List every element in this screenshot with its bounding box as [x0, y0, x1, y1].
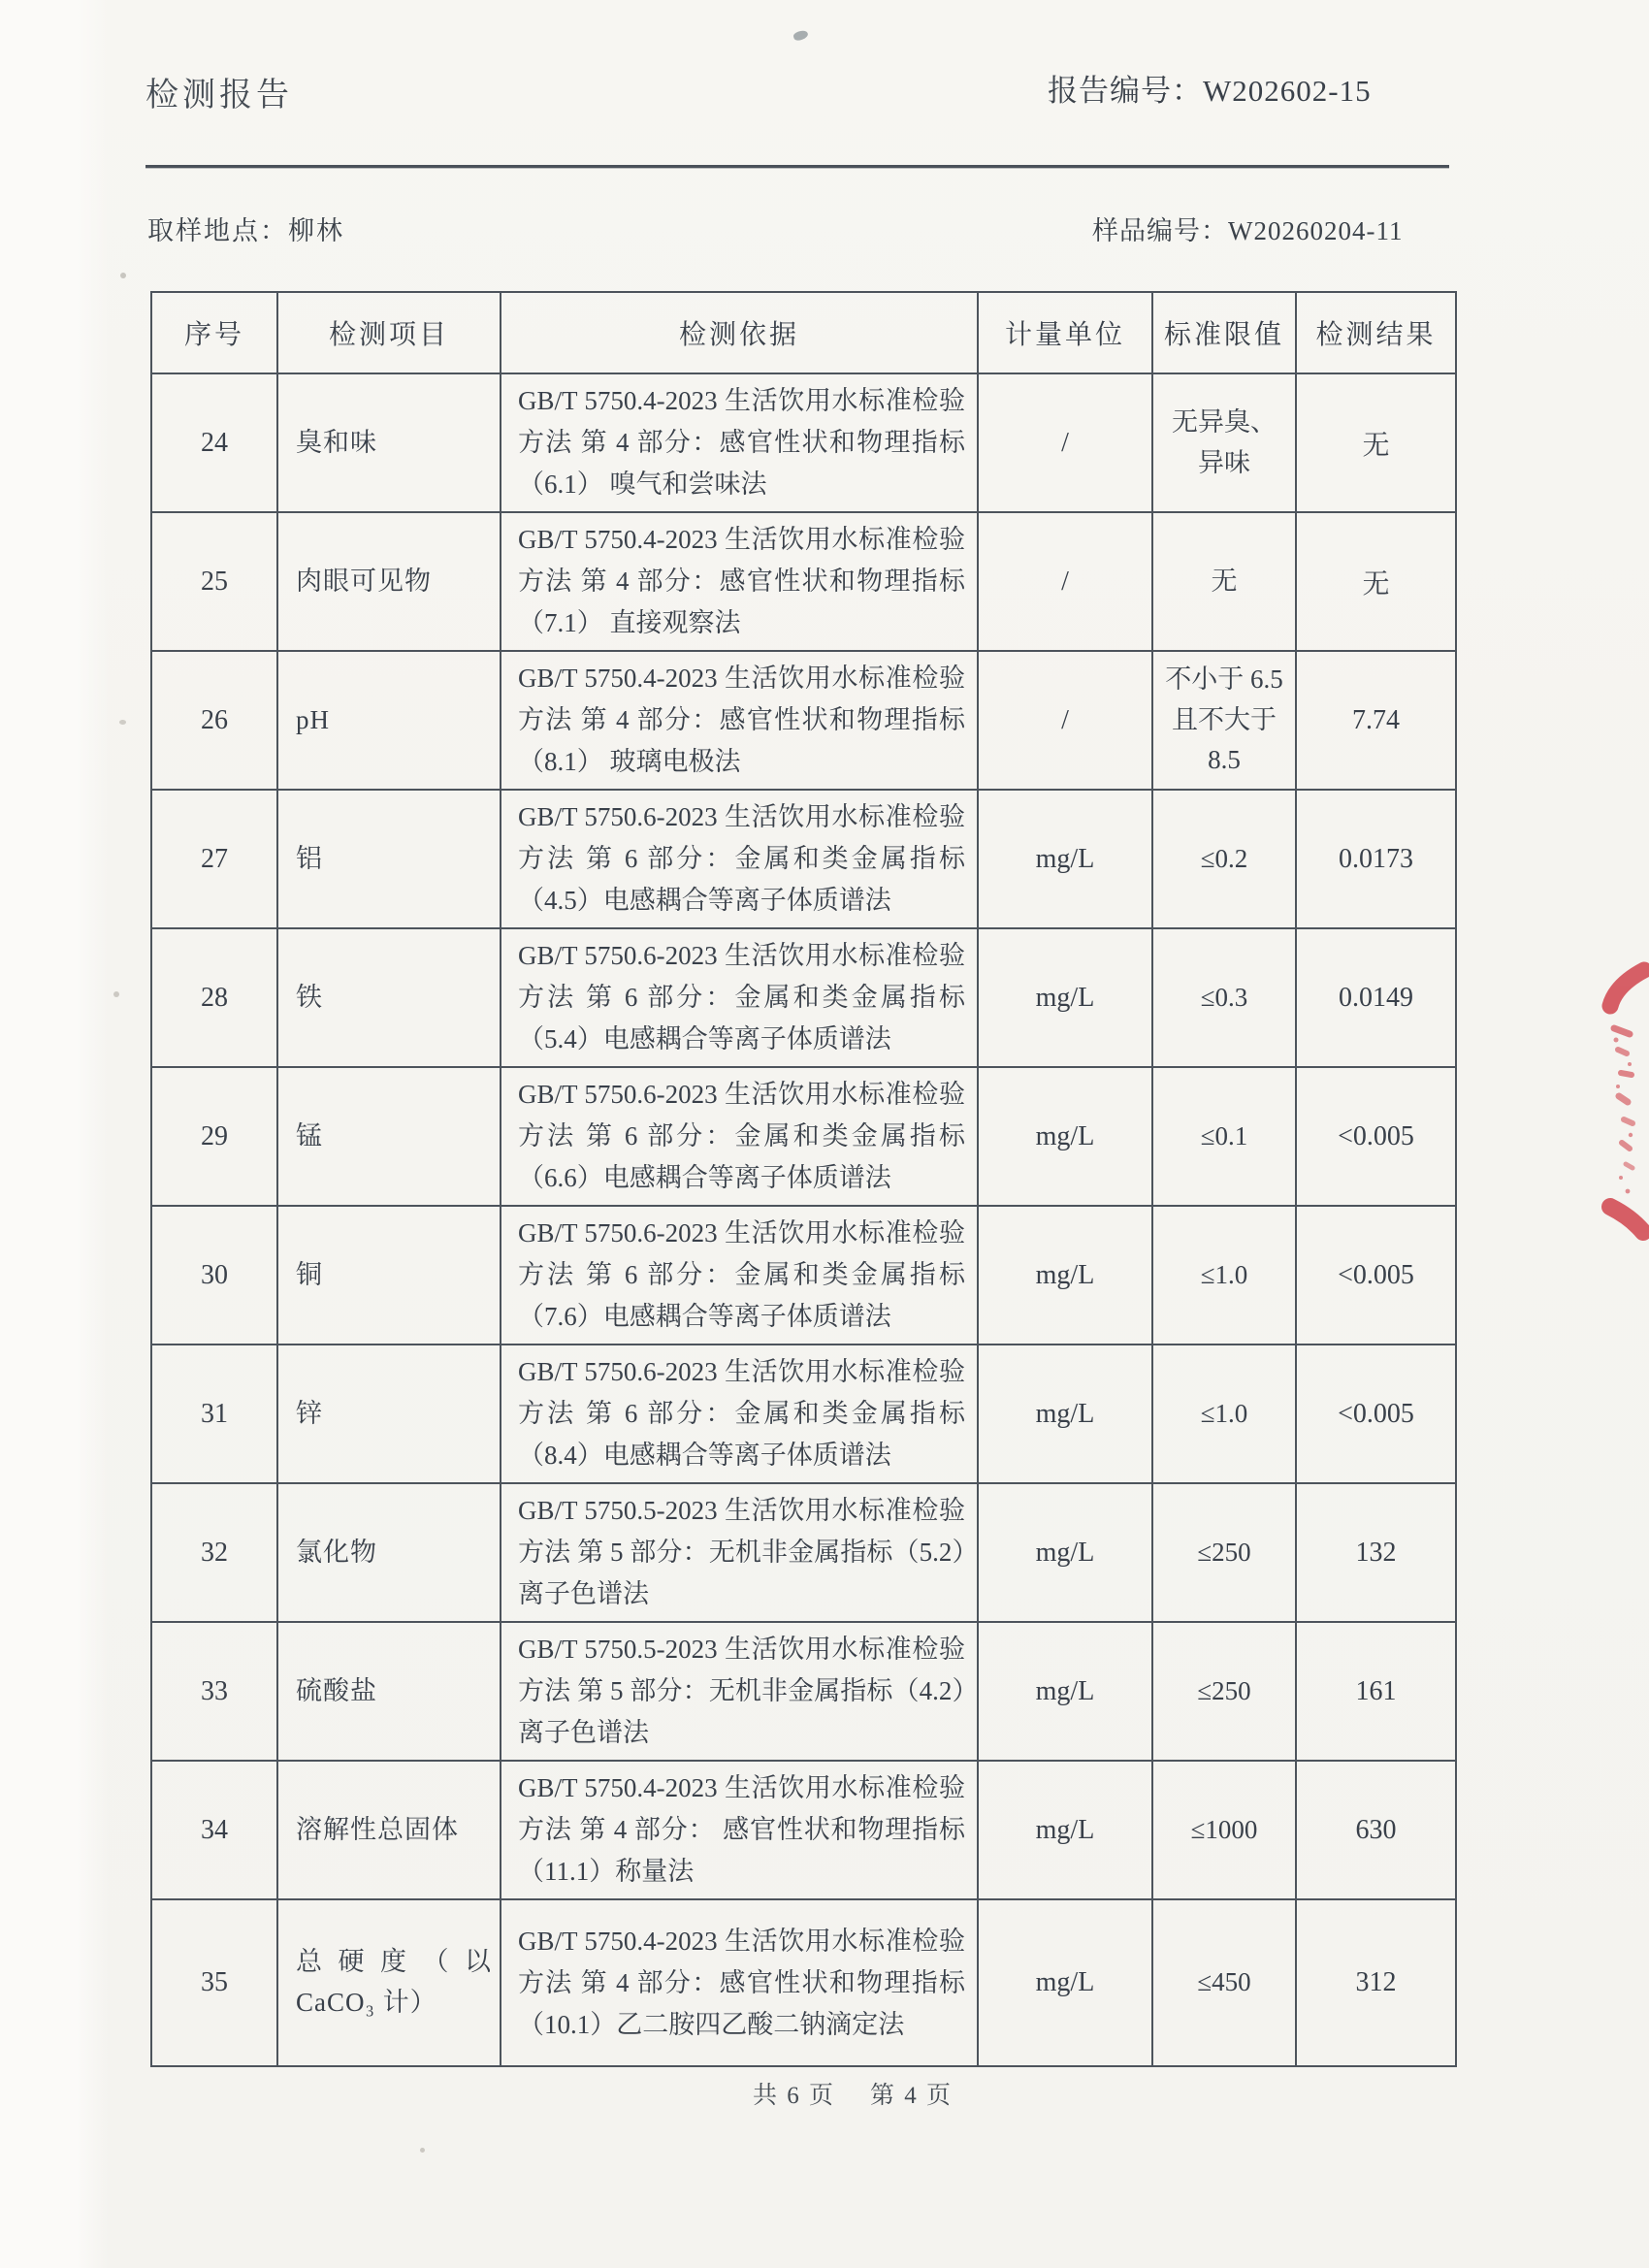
page-footer	[753, 2076, 953, 2111]
cell-basis: GB/T 5750.4-2023 生活饮用水标准检验方法 第 4 部分：感官性状和物理指标（8.1） 玻璃电极法	[501, 651, 978, 790]
cell-limit: 无	[1152, 512, 1296, 651]
cell-basis: GB/T 5750.4-2023 生活饮用水标准检验方法 第 4 部分： 感官性状和物理指标（11.1）称量法	[501, 1761, 978, 1899]
results-table-body	[151, 373, 1456, 2066]
cell-seq: 28	[151, 928, 277, 1067]
footer-total-pages: 共 6 页	[753, 2083, 836, 2109]
sampling-location-label: 取样地点：	[147, 216, 288, 245]
cell-seq: 35	[151, 1899, 277, 2066]
cell-basis: GB/T 5750.6-2023 生活饮用水标准检验方法 第 6 部分：金属和类金属指标（8.4）电感耦合等离子体质谱法	[501, 1345, 978, 1483]
cell-item: 铜	[277, 1206, 501, 1345]
table-row	[151, 790, 1456, 928]
cell-unit: /	[978, 512, 1152, 651]
scan-speck	[119, 720, 126, 725]
cell-seq: 30	[151, 1206, 277, 1345]
cell-result: 7.74	[1296, 651, 1456, 790]
cell-basis: GB/T 5750.4-2023 生活饮用水标准检验方法 第 4 部分：感官性状和物理指标 （10.1）乙二胺四乙酸二钠滴定法	[501, 1899, 978, 2066]
sampling-location	[147, 210, 344, 247]
cell-basis: GB/T 5750.5-2023 生活饮用水标准检验方法 第 5 部分：无机非金属指标（5.2）离子色谱法	[501, 1483, 978, 1622]
cell-seq: 26	[151, 651, 277, 790]
cell-limit: ≤1.0	[1152, 1206, 1296, 1345]
cell-result: 无	[1296, 512, 1456, 651]
cell-unit: mg/L	[978, 1761, 1152, 1899]
cell-item: 总硬度（以 CaCO₃ 计）	[277, 1899, 501, 2066]
cell-seq: 27	[151, 790, 277, 928]
header-item: 检测项目	[277, 292, 501, 373]
cell-seq: 32	[151, 1483, 277, 1622]
header-seq: 序号	[151, 292, 277, 373]
sample-number-label: 样品编号：	[1092, 216, 1228, 245]
table-row	[151, 1206, 1456, 1345]
report-number-label: 报告编号：	[1048, 74, 1203, 108]
cell-item: 溶解性总固体	[277, 1761, 501, 1899]
cell-limit: 不小于 6.5 且不大于 8.5	[1152, 651, 1296, 790]
cell-item: pH	[277, 651, 501, 790]
cell-limit: ≤0.1	[1152, 1067, 1296, 1206]
header-limit: 标准限值	[1152, 292, 1296, 373]
cell-basis: GB/T 5750.4-2023 生活饮用水标准检验方法 第 4 部分：感官性状和物理指标（6.1） 嗅气和尝味法	[501, 373, 978, 512]
cell-unit: mg/L	[978, 1483, 1152, 1622]
table-row	[151, 928, 1456, 1067]
table-row	[151, 1899, 1456, 2066]
scan-speck	[420, 2148, 425, 2153]
cell-result: 0.0149	[1296, 928, 1456, 1067]
table-row	[151, 1483, 1456, 1622]
scan-edge-strip	[0, 0, 109, 2268]
table-header-row	[151, 292, 1456, 373]
cell-item: 锰	[277, 1067, 501, 1206]
cell-unit: /	[978, 373, 1152, 512]
cell-limit: ≤250	[1152, 1483, 1296, 1622]
table-row	[151, 1761, 1456, 1899]
cell-limit: ≤1000	[1152, 1761, 1296, 1899]
cell-basis: GB/T 5750.4-2023 生活饮用水标准检验方法 第 4 部分：感官性状和物理指标（7.1） 直接观察法	[501, 512, 978, 651]
header-basis: 检测依据	[501, 292, 978, 373]
cell-result: <0.005	[1296, 1345, 1456, 1483]
cell-result: <0.005	[1296, 1067, 1456, 1206]
cell-item: 氯化物	[277, 1483, 501, 1622]
cell-item: 臭和味	[277, 373, 501, 512]
cell-unit: mg/L	[978, 1206, 1152, 1345]
footer-current-page: 第 4 页	[870, 2083, 954, 2109]
cell-basis: GB/T 5750.6-2023 生活饮用水标准检验方法 第 6 部分：金属和类金属指标（6.6）电感耦合等离子体质谱法	[501, 1067, 978, 1206]
cell-seq: 29	[151, 1067, 277, 1206]
cell-unit: mg/L	[978, 1067, 1152, 1206]
cell-unit: /	[978, 651, 1152, 790]
sample-number	[1092, 210, 1403, 247]
cell-item: 肉眼可见物	[277, 512, 501, 651]
cell-basis: GB/T 5750.6-2023 生活饮用水标准检验方法 第 6 部分：金属和类金属指标（4.5）电感耦合等离子体质谱法	[501, 790, 978, 928]
cell-unit: mg/L	[978, 1622, 1152, 1761]
cell-basis: GB/T 5750.6-2023 生活饮用水标准检验方法 第 6 部分：金属和类金属指标（7.6）电感耦合等离子体质谱法	[501, 1206, 978, 1345]
scan-speck	[120, 273, 126, 278]
cell-limit: ≤1.0	[1152, 1345, 1296, 1483]
header-divider	[146, 165, 1449, 168]
cell-unit: mg/L	[978, 928, 1152, 1067]
table-row	[151, 373, 1456, 512]
cell-seq: 31	[151, 1345, 277, 1483]
cell-unit: mg/L	[978, 790, 1152, 928]
cell-seq: 25	[151, 512, 277, 651]
cell-limit: ≤250	[1152, 1622, 1296, 1761]
cell-item: 铁	[277, 928, 501, 1067]
cell-item: 硫酸盐	[277, 1622, 501, 1761]
table-row	[151, 1345, 1456, 1483]
cell-unit: mg/L	[978, 1899, 1152, 2066]
cell-result: 630	[1296, 1761, 1456, 1899]
cell-item: 铝	[277, 790, 501, 928]
table-row	[151, 512, 1456, 651]
cell-result: 132	[1296, 1483, 1456, 1622]
cell-limit: ≤0.2	[1152, 790, 1296, 928]
scan-speck	[792, 29, 809, 43]
cell-basis: GB/T 5750.5-2023 生活饮用水标准检验方法 第 5 部分：无机非金属指标（4.2）离子色谱法	[501, 1622, 978, 1761]
results-table	[150, 291, 1457, 2067]
cell-result: 0.0173	[1296, 790, 1456, 928]
report-number-value: W202602-15	[1203, 74, 1372, 108]
report-number	[1048, 66, 1372, 110]
cell-basis: GB/T 5750.6-2023 生活饮用水标准检验方法 第 6 部分：金属和类金属指标（5.4）电感耦合等离子体质谱法	[501, 928, 978, 1067]
cell-result: <0.005	[1296, 1206, 1456, 1345]
cell-result: 161	[1296, 1622, 1456, 1761]
cell-seq: 24	[151, 373, 277, 512]
sample-number-value: W20260204-11	[1228, 216, 1404, 245]
cell-result: 312	[1296, 1899, 1456, 2066]
scan-speck	[113, 991, 119, 997]
sampling-location-value: 柳林	[288, 216, 344, 245]
header-unit: 计量单位	[978, 292, 1152, 373]
table-row	[151, 1622, 1456, 1761]
cell-limit: ≤450	[1152, 1899, 1296, 2066]
cell-seq: 33	[151, 1622, 277, 1761]
cell-limit: ≤0.3	[1152, 928, 1296, 1067]
cell-item: 锌	[277, 1345, 501, 1483]
cell-result: 无	[1296, 373, 1456, 512]
table-row	[151, 651, 1456, 790]
cell-unit: mg/L	[978, 1345, 1152, 1483]
table-row	[151, 1067, 1456, 1206]
cell-seq: 34	[151, 1761, 277, 1899]
header-result: 检测结果	[1296, 292, 1456, 373]
cell-limit: 无异臭、异味	[1152, 373, 1296, 512]
red-stamp-fragment	[1521, 953, 1649, 1248]
page-title: 检测报告	[146, 78, 293, 113]
